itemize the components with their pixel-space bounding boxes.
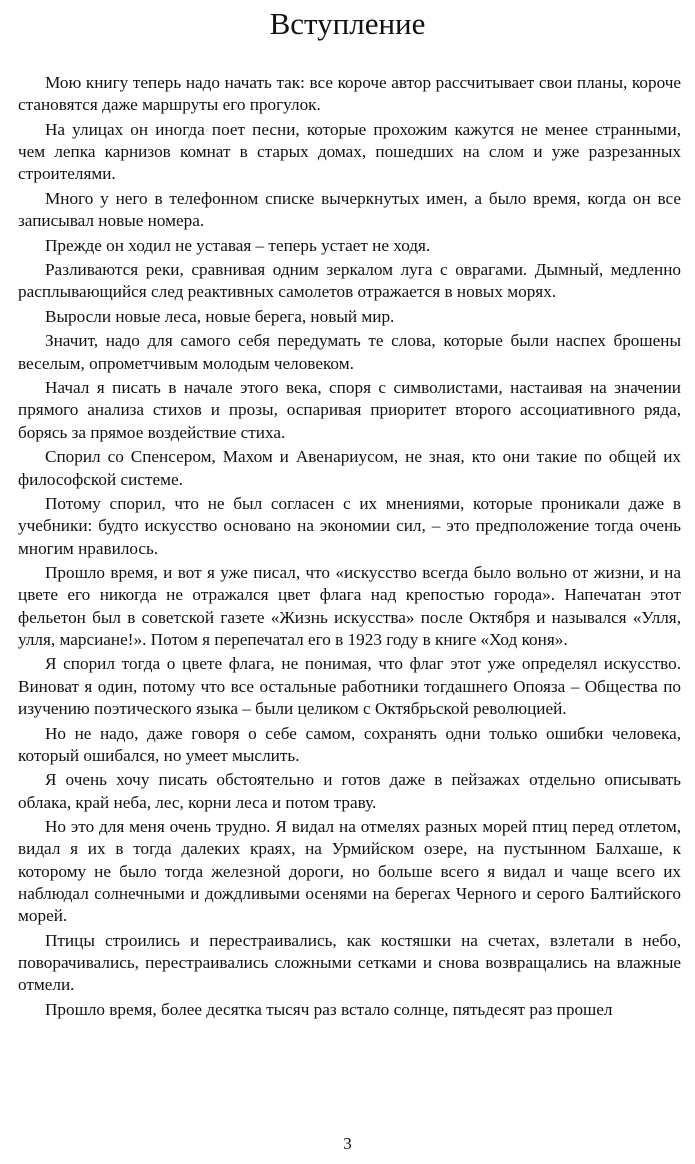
paragraph: Начал я писать в начале этого века, споря с символистами, настаивая на значении прямого анализа стихов и прозы, оспаривая приоритет второго ассоциативного ряда, борясь за прямое воздействие стиха.: [18, 378, 681, 442]
paragraph: Спорил со Спенсером, Махом и Авенариусом, не зная, кто они такие по общей их философской системе.: [18, 447, 681, 489]
chapter-body: [18, 72, 681, 1023]
chapter-title: Вступление: [269, 6, 426, 41]
paragraph: Разливаются реки, сравнивая одним зеркалом луга с оврагами. Дымный, медленно расплывающийся след реактивных самолетов отражается в новых морях.: [18, 260, 681, 302]
paragraph: Прошло время, более десятка тысяч раз встало солнце, пятьдесят раз прошел: [45, 999, 613, 1019]
paragraph: Прежде он ходил не уставая – теперь устает не ходя.: [45, 235, 431, 255]
paragraph: Но не надо, даже говоря о себе самом, сохранять одни только ошибки человека, который ошибался, но умеет мыслить.: [18, 723, 681, 765]
paragraph: Выросли новые леса, новые берега, новый мир.: [45, 306, 395, 326]
paragraph: Мою книгу теперь надо начать так: все короче автор рассчитывает свои планы, короче становятся даже маршруты его прогулок.: [18, 73, 681, 115]
paragraph: Я спорил тогда о цвете флага, не понимая, что флаг этот уже определял искусство. Виноват я один, потому что все остальные работники тогдашнего Опояза – Общества по изучению поэтического языка – были целиком с Октябрьской революцией.: [18, 654, 681, 719]
paragraph: Потому спорил, что не был согласен с их мнениями, которые проникали даже в учебники: будто искусство основано на экономии сил, – это предположение тогда очень многим нравилось.: [18, 494, 681, 558]
paragraph: На улицах он иногда поет песни, которые прохожим кажутся не менее странными, чем лепка карнизов комнат в старых домах, пошедших на слом и уже разрезанных строителями.: [18, 119, 681, 184]
paragraph: Прошло время, и вот я уже писал, что «искусство всегда было вольно от жизни, и на цвете его никогда не отражался цвет флага над крепостью города». Напечатан этот фельетон был в советской газете «Жизнь искусства» после Октября и назывался «Улля, улля, марсиане!». Потом я перепечатал его в 1923 году в книге «Ход коня».: [18, 563, 681, 649]
page-number: 3: [343, 1134, 352, 1153]
paragraph: Но это для меня очень трудно. Я видал на отмелях разных морей птиц перед отлетом, видал я их в тогда далеких краях, на Урмийском озере, на пустынном Балхаше, к которому не было тогда железной дороги, но больше всего я видал и чаще всего их наблюдал солнечными и дождливыми осенями на берегах Черного и серого Балтийского морей.: [18, 817, 681, 926]
paragraph: Значит, надо для самого себя передумать те слова, которые были наспех брошены веселым, опрометчивым молодым человеком.: [18, 331, 681, 373]
paragraph: Много у него в телефонном списке вычеркнутых имен, а было время, когда он все записывал новые номера.: [18, 188, 681, 231]
paragraph: Птицы строились и перестраивались, как костяшки на счетах, взлетали в небо, поворачивались, перестраивались сложными сетками и снова возвращались на влажные отмели.: [18, 930, 681, 995]
paragraph: Я очень хочу писать обстоятельно и готов даже в пейзажах отдельно описывать облака, край неба, лес, корни леса и потом траву.: [18, 770, 681, 812]
